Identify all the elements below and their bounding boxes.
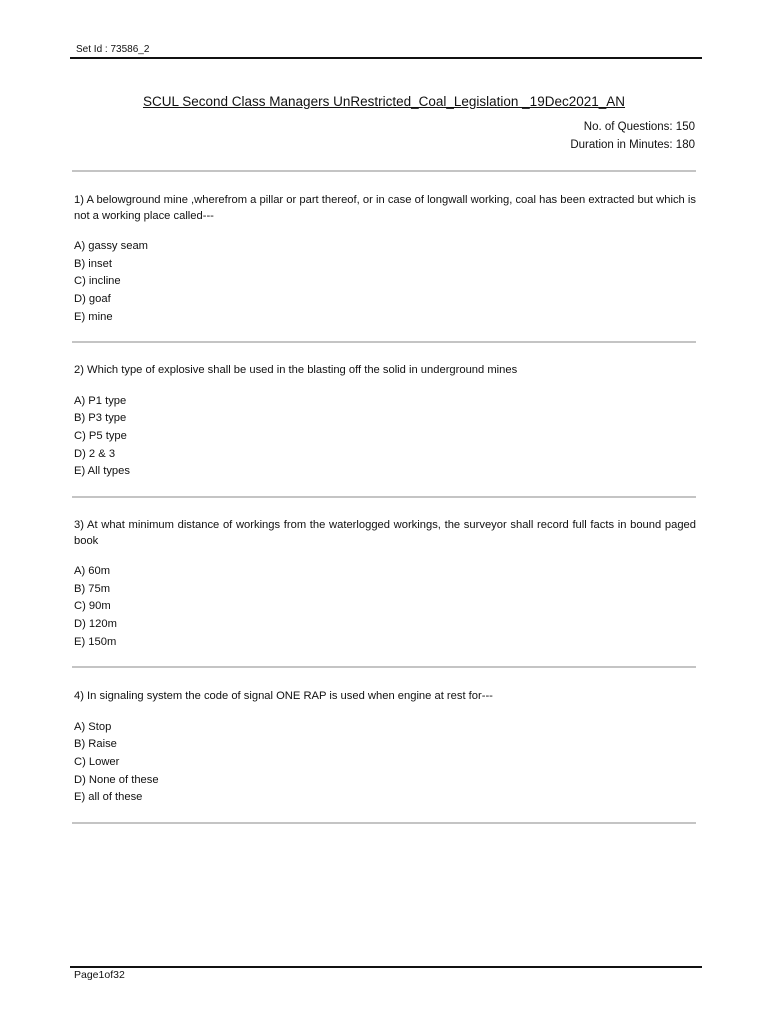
- option-e: E) mine: [74, 310, 113, 323]
- option-d: D) 2 & 3: [74, 447, 116, 460]
- option-d: D) goaf: [74, 293, 111, 306]
- section-divider: [72, 170, 696, 172]
- option-list: [74, 393, 696, 482]
- option-d: D) None of these: [74, 773, 159, 786]
- question-divider: [72, 341, 696, 343]
- option-b: B) Raise: [74, 738, 117, 751]
- option-a: A) 60m: [74, 565, 111, 577]
- option-c: C) P5 type: [74, 429, 127, 442]
- question-4: [74, 689, 696, 807]
- question-divider: [72, 666, 696, 668]
- page-number: Page1of32: [74, 969, 125, 981]
- question-text: 2) Which type of explosive shall be used in the blasting off the solid in underground mines: [74, 364, 518, 376]
- question-1: [74, 193, 696, 327]
- option-e: E) 150m: [74, 635, 117, 648]
- question-text: 3) At what minimum distance of workings from the waterlogged workings, the surveyor shall record full facts in bound paged book: [74, 519, 696, 547]
- duration: Duration in Minutes: 180: [570, 138, 695, 151]
- question-2: [74, 363, 696, 481]
- option-b: B) 75m: [74, 582, 111, 595]
- option-a: A) Stop: [74, 720, 112, 733]
- option-e: E) All types: [74, 465, 130, 478]
- question-3: [74, 518, 696, 652]
- option-d: D) 120m: [74, 618, 117, 631]
- option-e: E) all of these: [74, 791, 143, 804]
- option-a: A) P1 type: [74, 394, 127, 407]
- question-count: No. of Questions: 150: [583, 121, 695, 133]
- option-list: [74, 719, 696, 808]
- option-c: C) Lower: [74, 755, 120, 768]
- option-c: C) 90m: [74, 600, 111, 613]
- question-divider: [72, 822, 696, 824]
- question-text: 1) A belowground mine ,wherefrom a pillar or part thereof, or in case of longwall working, coal has been extracted but which is not a working place called---: [74, 194, 696, 222]
- option-a: A) gassy seam: [74, 240, 148, 252]
- header-rule: [70, 57, 702, 59]
- exam-meta: [570, 119, 695, 154]
- question-text: 4) In signaling system the code of signal ONE RAP is used when engine at rest for---: [74, 690, 493, 702]
- question-divider: [72, 496, 696, 498]
- option-b: B) P3 type: [74, 412, 127, 425]
- set-id: Set Id : 73586_2: [76, 44, 150, 55]
- exam-title: SCUL Second Class Managers UnRestricted_Coal_Legislation _19Dec2021_AN: [142, 94, 626, 109]
- footer-rule: [70, 966, 702, 968]
- option-list: [74, 238, 696, 327]
- option-b: B) inset: [74, 257, 112, 270]
- option-list: [74, 563, 696, 652]
- option-c: C) incline: [74, 275, 121, 288]
